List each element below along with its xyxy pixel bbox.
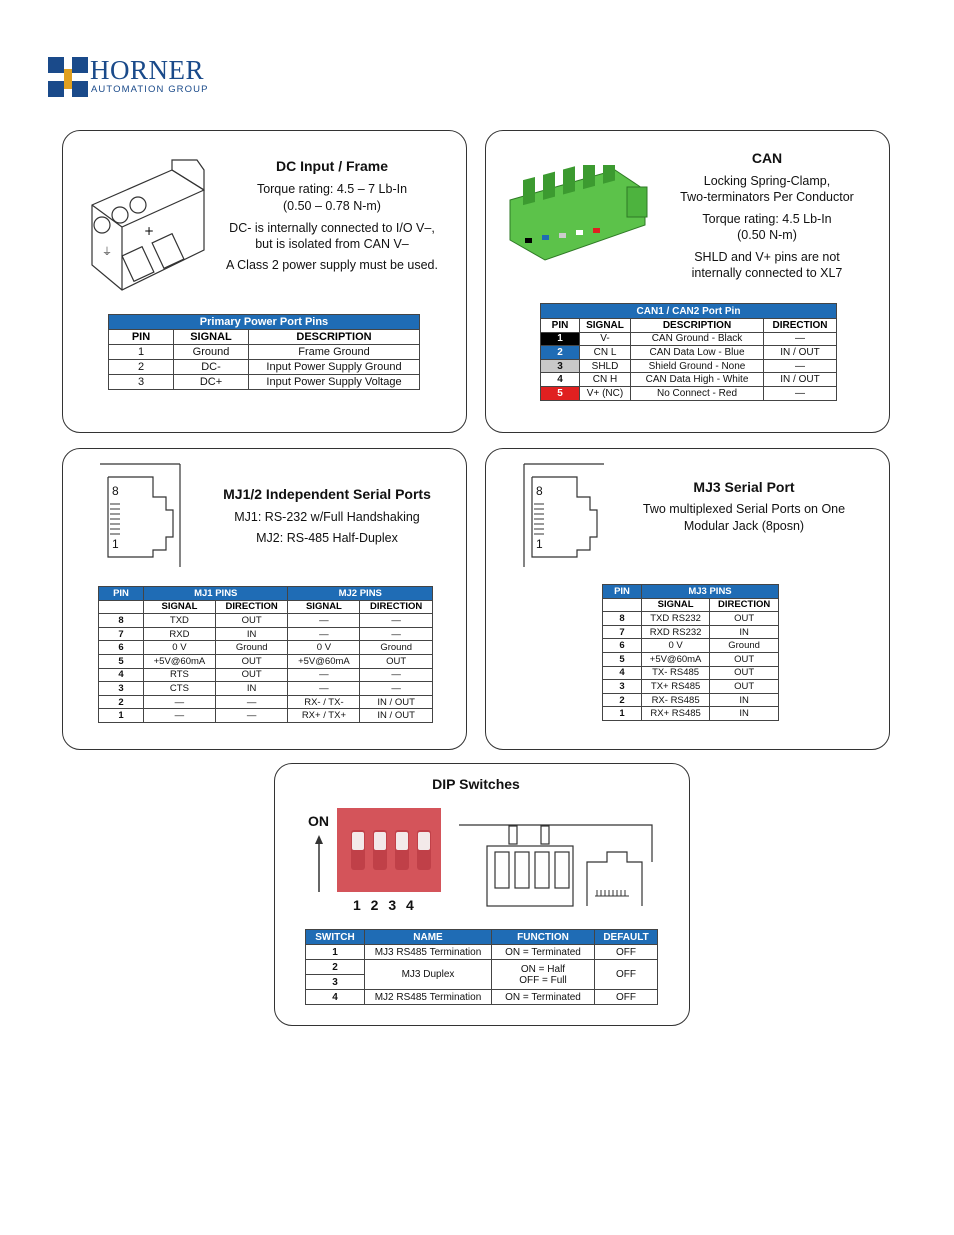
cell: IN / OUT — [360, 695, 433, 709]
cell: 4 — [306, 990, 365, 1005]
mj3-title: MJ3 Serial Port — [693, 479, 795, 495]
cell: CAN Data Low - Blue — [631, 346, 764, 360]
func-line: ON = Half — [520, 963, 566, 975]
dip-on-label: ON — [308, 813, 329, 829]
cell: No Connect - Red — [631, 386, 764, 400]
col-header: DIRECTION — [764, 319, 837, 333]
table-row — [541, 332, 837, 346]
table-row — [541, 386, 837, 400]
cell: RXD — [144, 627, 216, 641]
cell: 6 — [99, 641, 144, 655]
cell: Frame Ground — [249, 345, 420, 360]
table-row — [603, 666, 779, 680]
cell: 1 — [99, 709, 144, 723]
can-line-6: internally connected to XL7 — [691, 266, 843, 280]
cell: Input Power Supply Ground — [249, 360, 420, 375]
table-row — [603, 652, 779, 666]
cell: CN L — [580, 346, 631, 360]
mj3-jack-illustration — [522, 462, 607, 567]
cell: Ground — [174, 345, 249, 360]
mj12-jack-illustration — [98, 462, 183, 567]
mj12-line-1: MJ1: RS-232 w/Full Handshaking — [234, 510, 420, 524]
col-header: PIN — [109, 330, 174, 345]
cell: 3 — [603, 680, 642, 694]
dc-line-5: A Class 2 power supply must be used. — [226, 258, 438, 272]
cell: 1 — [306, 945, 365, 960]
table-row — [541, 359, 837, 373]
cell: 0 V — [144, 641, 216, 655]
mj3-jack-pin1: 1 — [536, 537, 543, 551]
table-row — [99, 695, 433, 709]
table-row — [541, 373, 837, 387]
cell: MJ2 RS485 Termination — [365, 990, 492, 1005]
cell: — — [288, 668, 360, 682]
cell: V+ (NC) — [580, 386, 631, 400]
col-header: PIN — [99, 587, 144, 601]
cell: OFF — [595, 990, 658, 1005]
pin-blue: 2 — [541, 346, 580, 360]
cell: TX- RS485 — [642, 666, 710, 680]
cell: Shield Ground - None — [631, 359, 764, 373]
cell: IN — [215, 627, 288, 641]
dip-title: DIP Switches — [432, 776, 520, 792]
col-header: DEFAULT — [595, 930, 658, 945]
col-header: SIGNAL — [174, 330, 249, 345]
table-title: CAN1 / CAN2 Port Pin — [541, 304, 837, 319]
cell: RTS — [144, 668, 216, 682]
cell: 2 — [109, 360, 174, 375]
cell: CTS — [144, 682, 216, 696]
cell: 3 — [109, 375, 174, 390]
cell: OUT — [360, 654, 433, 668]
cell: — — [360, 627, 433, 641]
can-title: CAN — [751, 150, 783, 166]
table-row — [99, 668, 433, 682]
table-row — [603, 680, 779, 694]
cell: +5V@60mA — [144, 654, 216, 668]
cell — [492, 960, 595, 990]
dc-line-3: DC- is internally connected to I/O V–, — [229, 221, 435, 235]
cell: OUT — [710, 652, 779, 666]
power-port-table — [108, 314, 420, 390]
can-line-2: Two-terminators Per Conductor — [680, 190, 854, 204]
pin-gray: 3 — [541, 359, 580, 373]
dc-title: DC Input / Frame — [275, 158, 388, 174]
mj3-pin-table — [602, 584, 779, 721]
mj12-pin-table — [98, 586, 433, 723]
cell: TX+ RS485 — [642, 680, 710, 694]
pin-red: 5 — [541, 386, 580, 400]
pin-black: 1 — [541, 332, 580, 346]
cell: — — [288, 682, 360, 696]
col-header-blank — [99, 600, 144, 614]
col-header: SWITCH — [306, 930, 365, 945]
cell: OUT — [215, 614, 288, 628]
cell: — — [764, 359, 837, 373]
can-connector-illustration — [505, 165, 660, 265]
cell: CN H — [580, 373, 631, 387]
dc-line-1: Torque rating: 4.5 – 7 Lb-In — [256, 182, 408, 196]
table-row — [603, 639, 779, 653]
dip-switch-numbers: 1 2 3 4 — [353, 897, 414, 913]
cell: — — [215, 709, 288, 723]
table-title: Primary Power Port Pins — [109, 315, 420, 330]
cell: OUT — [710, 666, 779, 680]
cell: 1 — [603, 707, 642, 721]
can-line-1: Locking Spring-Clamp, — [703, 174, 831, 188]
cell: V- — [580, 332, 631, 346]
cell: 2 — [99, 695, 144, 709]
col-header: MJ3 PINS — [642, 585, 779, 599]
cell: MJ3 RS485 Termination — [365, 945, 492, 960]
cell: — — [144, 695, 216, 709]
cell: 3 — [99, 682, 144, 696]
mj3-line-2: Modular Jack (8posn) — [683, 519, 805, 533]
cell: 1 — [109, 345, 174, 360]
logo-subtitle: AUTOMATION GROUP — [91, 84, 209, 95]
cell: TXD RS232 — [642, 612, 710, 626]
cell: 5 — [99, 654, 144, 668]
cell: 2 — [603, 693, 642, 707]
cell: 3 — [306, 975, 365, 990]
logo-name: HORNER — [90, 55, 205, 85]
table-row — [603, 693, 779, 707]
cell: 0 V — [288, 641, 360, 655]
svg-text:⏚: ⏚ — [102, 247, 112, 258]
cell: IN — [215, 682, 288, 696]
can-line-3: Torque rating: 4.5 Lb-In — [702, 212, 832, 226]
cell: — — [360, 614, 433, 628]
dc-line-2: (0.50 – 0.78 N-m) — [283, 199, 381, 213]
col-header: SIGNAL — [642, 598, 710, 612]
table-row — [99, 627, 433, 641]
col-header: DESCRIPTION — [249, 330, 420, 345]
col-header: SIGNAL — [580, 319, 631, 333]
cell: — — [360, 668, 433, 682]
func-line: OFF = Full — [519, 974, 567, 986]
cell: 8 — [99, 614, 144, 628]
table-row — [99, 641, 433, 655]
mj12-jack-pin8: 8 — [112, 484, 119, 498]
cell: IN — [710, 693, 779, 707]
cell: RXD RS232 — [642, 625, 710, 639]
cell: IN — [710, 625, 779, 639]
table-row — [306, 990, 658, 1005]
svg-text:+: + — [144, 224, 155, 238]
cell: 2 — [306, 960, 365, 975]
col-header: PIN — [541, 319, 580, 333]
table-row — [603, 625, 779, 639]
mj12-title: MJ1/2 Independent Serial Ports — [223, 486, 431, 502]
cell: IN / OUT — [360, 709, 433, 723]
table-row — [99, 709, 433, 723]
cell: — — [360, 682, 433, 696]
dc-terminal-block-illustration — [82, 155, 212, 300]
cell: — — [288, 614, 360, 628]
table-row — [109, 360, 420, 375]
cell: 8 — [603, 612, 642, 626]
cell: IN — [710, 707, 779, 721]
dip-board-illustration — [457, 822, 657, 910]
cell: — — [764, 386, 837, 400]
col-header: SIGNAL — [144, 600, 216, 614]
table-row — [109, 345, 420, 360]
cell: 5 — [603, 652, 642, 666]
cell: RX+ RS485 — [642, 707, 710, 721]
cell: 7 — [99, 627, 144, 641]
cell: 7 — [603, 625, 642, 639]
cell: Ground — [360, 641, 433, 655]
cell: OUT — [710, 680, 779, 694]
cell: TXD — [144, 614, 216, 628]
mj12-line-2: MJ2: RS-485 Half-Duplex — [256, 531, 398, 545]
cell: — — [764, 332, 837, 346]
can-line-5: SHLD and V+ pins are not — [694, 250, 840, 264]
col-header: NAME — [365, 930, 492, 945]
can-port-table — [540, 303, 837, 401]
table-row — [99, 614, 433, 628]
col-header: PIN — [603, 585, 642, 599]
table-row — [99, 682, 433, 696]
pin-white: 4 — [541, 373, 580, 387]
cell: Ground — [710, 639, 779, 653]
col-header: DIRECTION — [215, 600, 288, 614]
cell: Ground — [215, 641, 288, 655]
cell: Input Power Supply Voltage — [249, 375, 420, 390]
cell: 6 — [603, 639, 642, 653]
cell: DC- — [174, 360, 249, 375]
cell: IN / OUT — [764, 373, 837, 387]
up-arrow-icon — [313, 834, 325, 894]
mj3-jack-pin8: 8 — [536, 484, 543, 498]
cell: 0 V — [642, 639, 710, 653]
cell: — — [215, 695, 288, 709]
col-header: MJ1 PINS — [144, 587, 288, 601]
cell: +5V@60mA — [642, 652, 710, 666]
cell: CAN Ground - Black — [631, 332, 764, 346]
table-row — [541, 346, 837, 360]
table-row — [99, 654, 433, 668]
cell: DC+ — [174, 375, 249, 390]
col-header: DIRECTION — [360, 600, 433, 614]
cell: — — [144, 709, 216, 723]
table-row — [109, 375, 420, 390]
cell: RX- / TX- — [288, 695, 360, 709]
col-header: MJ2 PINS — [288, 587, 433, 601]
col-header: DIRECTION — [710, 598, 779, 612]
table-row — [306, 945, 658, 960]
col-header-blank — [603, 598, 642, 612]
cell: OUT — [215, 668, 288, 682]
can-line-4: (0.50 N-m) — [737, 228, 797, 242]
cell: — — [288, 627, 360, 641]
cell: RX+ / TX+ — [288, 709, 360, 723]
table-row — [603, 707, 779, 721]
dip-switch-table — [305, 929, 658, 1005]
col-header: SIGNAL — [288, 600, 360, 614]
dc-line-4: but is isolated from CAN V– — [255, 237, 409, 251]
table-row — [306, 960, 658, 975]
cell: +5V@60mA — [288, 654, 360, 668]
cell: 4 — [603, 666, 642, 680]
cell: OFF — [595, 945, 658, 960]
cell: RX- RS485 — [642, 693, 710, 707]
mj12-jack-pin1: 1 — [112, 537, 119, 551]
col-header: DESCRIPTION — [631, 319, 764, 333]
dip-switch-illustration — [337, 808, 441, 892]
cell: SHLD — [580, 359, 631, 373]
col-header: FUNCTION — [492, 930, 595, 945]
cell: OFF — [595, 960, 658, 990]
cell: MJ3 Duplex — [365, 960, 492, 990]
cell: 4 — [99, 668, 144, 682]
cell: ON = Terminated — [492, 945, 595, 960]
mj3-line-1: Two multiplexed Serial Ports on One — [642, 502, 846, 516]
table-row — [603, 612, 779, 626]
cell: CAN Data High - White — [631, 373, 764, 387]
cell: ON = Terminated — [492, 990, 595, 1005]
cell: OUT — [710, 612, 779, 626]
logo-mark-icon — [48, 57, 88, 97]
cell: OUT — [215, 654, 288, 668]
cell: IN / OUT — [764, 346, 837, 360]
horner-logo — [48, 57, 218, 97]
